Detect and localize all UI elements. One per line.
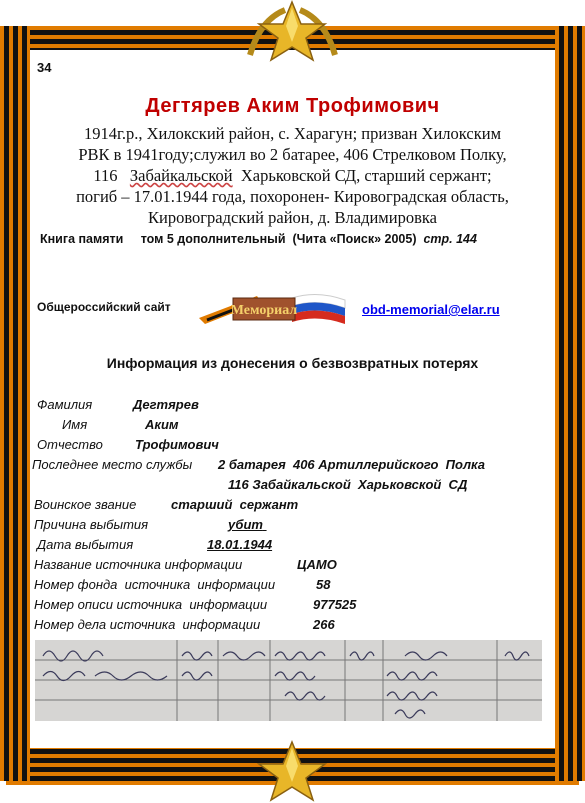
field-value: 977525 (313, 597, 357, 612)
field-value: 116 Забайкальской Харьковской СД (228, 477, 468, 492)
ribbon-left (0, 26, 30, 781)
field-label: Отчество (37, 437, 103, 452)
star-emblem-top-icon (230, 0, 355, 62)
bio-line: погиб – 17.01.1944 года, похоронен- Кировоградская область, (76, 187, 509, 206)
field-value-wrap (297, 557, 337, 572)
field-label: Номер описи источника информации (34, 597, 268, 612)
field-value: Трофимович (135, 437, 219, 452)
field-value: Дегтярев (133, 397, 199, 412)
field-label: Фамилия (37, 397, 93, 412)
field-value-wrap (228, 517, 267, 532)
field-value-wrap (171, 497, 298, 512)
field-patronymic (37, 437, 103, 452)
field-date (37, 537, 133, 552)
field-value-wrap (316, 577, 330, 592)
field-fund (34, 577, 275, 592)
field-value: старший сержант (171, 497, 299, 512)
field-label: Дата выбытия (37, 537, 134, 552)
field-value-wrap (135, 437, 219, 452)
field-value-wrap (313, 597, 356, 612)
person-name: Дегтярев Аким Трофимович (145, 95, 440, 117)
field-source (34, 557, 242, 572)
field-value-wrap (133, 397, 199, 412)
star-emblem-bottom-icon (245, 740, 340, 803)
memorial-site-link[interactable]: obd-memorial@elar.ru (362, 302, 500, 317)
site-label: Общероссийский сайт (37, 300, 171, 314)
memory-book-text: Книга памяти том 5 дополнительный (Чита «Поиск» 2005) (40, 232, 424, 246)
field-service (32, 457, 192, 472)
ribbon-right (555, 26, 585, 781)
bio-fragment-underlined: Забайкальской (129, 166, 233, 185)
field-rank (34, 497, 136, 512)
field-delo (34, 617, 260, 632)
field-value-wrap (207, 537, 272, 552)
bio-line: Кировоградский район, д. Владимировка (148, 208, 437, 227)
field-label: Причина выбытия (34, 517, 149, 532)
field-label: Имя (62, 417, 88, 432)
bio-line (40, 165, 545, 186)
field-value: 266 (313, 617, 335, 632)
field-label: Номер дела источника информации (34, 617, 261, 632)
field-value-wrap (145, 417, 179, 432)
archival-record-scan (35, 640, 542, 721)
bio-fragment: Харьковской СД, старший сержант; (232, 166, 492, 185)
field-opis (34, 597, 267, 612)
field-label: Номер фонда источника информации (34, 577, 276, 592)
person-biography (40, 123, 545, 228)
field-value: Аким (145, 417, 179, 432)
memorial-logo-icon (197, 290, 347, 326)
field-value-wrap (218, 457, 485, 472)
field-value: 58 (316, 577, 331, 592)
page-number: 34 (37, 60, 52, 75)
field-reason (34, 517, 148, 532)
field-label: Последнее место службы (32, 457, 193, 472)
field-value: 18.01.1944 (207, 537, 273, 552)
field-value: ЦАМО (297, 557, 337, 572)
bio-line: РВК в 1941году;служил во 2 батарее, 406 Стрелковом Полку, (78, 145, 507, 164)
memory-book-reference (40, 232, 477, 246)
bio-line: 1914г.р., Хилокский район, с. Харагун; призван Хилокским (83, 124, 502, 143)
field-label: Воинское звание (34, 497, 137, 512)
bio-fragment: 116 (93, 166, 130, 185)
logo-text: Мемориал (230, 303, 298, 318)
field-label: Название источника информации (34, 557, 243, 572)
field-name (62, 417, 87, 432)
field-value: 2 батарея 406 Артиллерийского Полка (218, 457, 486, 472)
section-title: Информация из донесения о безвозвратных потерях (106, 355, 479, 371)
field-value-wrap (313, 617, 335, 632)
field-value-wrap (228, 477, 467, 492)
field-value: убит (228, 517, 263, 532)
memory-book-page: стр. 144 (423, 232, 477, 246)
field-surname (37, 397, 92, 412)
